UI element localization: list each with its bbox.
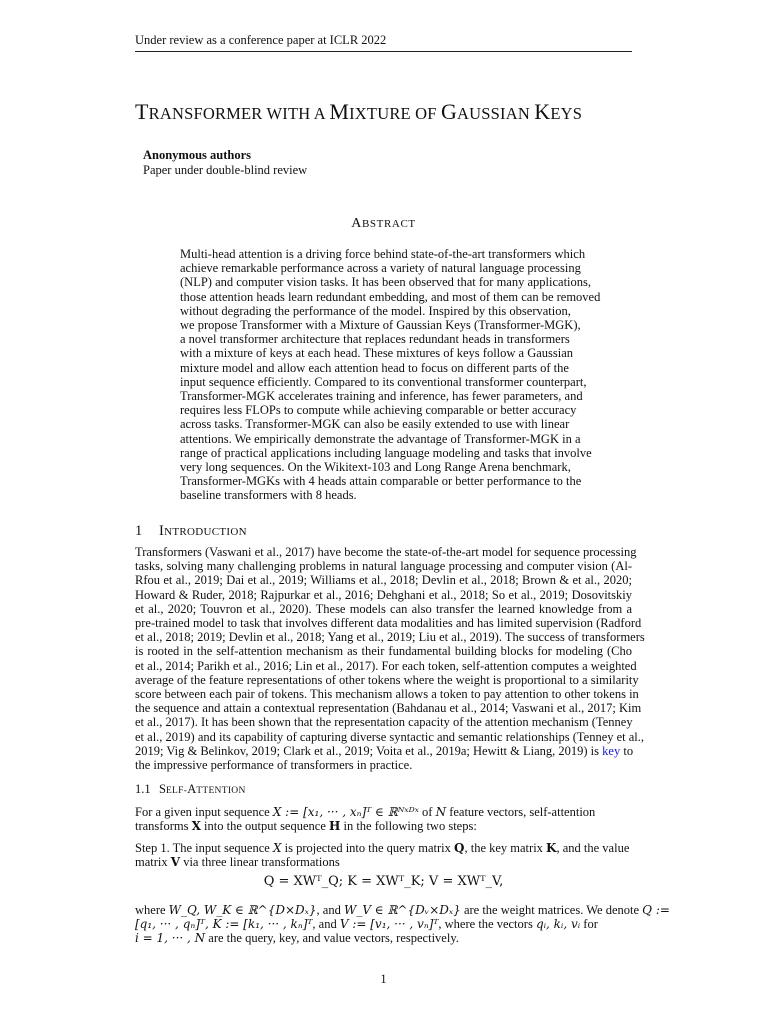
text: feature vectors, self-attention: [446, 805, 596, 819]
math-x: X: [191, 819, 201, 834]
text: are the weight matrices. We denote: [460, 903, 643, 917]
abstract-line: mixture model and allow each attention head to focus on different parts of the: [180, 360, 569, 375]
text: , and: [312, 917, 340, 932]
paragraph-line: pre-trained model to task that involves different data modalities and has limited supervision (Radford: [135, 616, 642, 631]
text: For a given input sequence: [135, 805, 273, 819]
paragraph-line: the impressive performance of transformers in practice.: [135, 758, 413, 773]
text: into the output sequence: [200, 819, 330, 834]
paragraph-line: et al., 2014; Parikh et al., 2016; Lin et al., 2017). For each token, self-attention computes a weighted: [135, 658, 637, 673]
abstract-line: without degrading the performance of the model. Inspired by this observation,: [180, 303, 571, 318]
paragraph-line: tasks, solving many challenging problems in natural language processing and computer vision (Al-: [135, 559, 632, 574]
paragraph-line: [135, 931, 632, 945]
paragraph-line: score between each pair of tokens. This mechanism allows a token to pay attention to other tokens in: [135, 687, 639, 702]
abstract-line: Multi-head attention is a driving force behind state-of-the-art transformers which: [180, 247, 586, 261]
math-q-def: Q :=: [642, 903, 670, 917]
text: in the following two steps:: [340, 819, 477, 834]
title-smallcaps: AUSSIAN: [457, 104, 535, 123]
text: , the key matrix: [464, 841, 547, 855]
paragraph-line: et al., 2018; 2019; Devlin et al., 2018; Yang et al., 2019; Liu et al., 2019). The success of transformers: [135, 630, 645, 645]
abstract-line: across tasks. Transformer-MGK can also be easily extended to use with linear: [180, 417, 570, 432]
text: , where the vectors: [438, 917, 536, 932]
title-cap: G: [440, 99, 458, 124]
abstract-line: very long sequences. On the Wikitext-103 and Long Range Arena benchmark,: [180, 460, 571, 475]
abstract-line: achieve remarkable performance across a variety of natural language processing: [180, 261, 581, 276]
paragraph-line: et al., 2019) and its capability of capturing diverse syntactic and semantic relationships (Tenney et al.,: [135, 729, 645, 744]
paragraph-line: [135, 819, 632, 833]
math-q: Q: [454, 841, 465, 855]
title-smallcaps: RANSFORMER WITH A: [148, 104, 330, 123]
heading-smallcaps: NTRODUCTION: [164, 526, 247, 538]
paragraph-line: [135, 744, 632, 758]
paragraph-line: [135, 805, 632, 819]
math-x: X: [272, 841, 282, 855]
step1-paragraph: [135, 841, 632, 869]
math-n: N: [435, 805, 447, 819]
paragraph-line: [135, 917, 632, 931]
line-text: 2019; Vig & Belinkov, 2019; Clark et al., 2019; Voita et al., 2019a; Hewitt & Liang, 2019) is: [135, 743, 603, 758]
math-vectors: qᵢ, kᵢ, vᵢ: [535, 917, 581, 932]
heading-cap: A: [351, 216, 362, 231]
abstract-line: those attention heads learn redundant embedding, and most of them can be removed: [180, 289, 601, 304]
heading-smallcaps: BSTRACT: [362, 218, 416, 230]
paragraph-line: [135, 841, 632, 855]
weights-paragraph: [135, 903, 670, 946]
paragraph-line: the sequence and attain a contextual representation (Bahdanau et al., 2014; Vaswani et al., 2017; Kim: [135, 701, 642, 716]
text: matrix: [135, 855, 171, 870]
title-cap: M: [329, 99, 350, 124]
abstract-line: with a mixture of keys at each head. These mixtures of keys follow a Gaussian: [180, 346, 574, 361]
abstract-line: (NLP) and computer vision tasks. It has been observed that for many applications,: [180, 275, 592, 290]
title-smallcaps: IXTURE OF: [349, 104, 441, 123]
paragraph-line: et al., 2017). It has been shown that the representation capacity of the attention mechanism (Tenney: [135, 715, 633, 730]
math-k: K: [546, 841, 557, 855]
heading-smallcaps: ELF-: [165, 786, 188, 796]
abstract-line: Transformer-MGK accelerates training and inference, has fewer parameters, and: [180, 389, 583, 404]
heading-smallcaps: TTENTION: [196, 786, 246, 796]
introduction-body: [135, 545, 645, 773]
paragraph-line: Rfou et al., 2019; Dai et al., 2019; Williams et al., 2018; Devlin et al., 2018; Brown & et al., 2020;: [135, 573, 632, 588]
text: , and the value: [556, 841, 630, 855]
paragraph-line: average of the feature representations of other tokens where the weight is proportional to a similarity: [135, 672, 639, 687]
heading-cap: I: [159, 523, 165, 539]
header-rule: [135, 51, 632, 52]
math-wv: W_V ∈ ℝ^{Dᵥ×Dₓ}: [343, 903, 461, 917]
page-number: 1: [380, 972, 387, 986]
subsection-number: 1.1: [135, 782, 151, 796]
abstract-line: range of practical applications including language modeling and tasks that involve: [180, 445, 592, 460]
paragraph-line: [135, 855, 632, 869]
text: of: [418, 805, 436, 819]
paragraph-line: Howard & Ruder, 2018; Rajpurkar et al., 2016; Dehghani et al., 2018; So et al., 2019; Dosovitskiy: [135, 587, 632, 602]
text: where: [135, 903, 169, 917]
math-index: i = 1, ··· , N: [135, 931, 206, 946]
title-cap: T: [135, 99, 149, 124]
math-v: V: [170, 855, 181, 870]
abstract-line: Transformer-MGKs with 4 heads attain comparable or better performance to the: [180, 474, 582, 489]
section-number: 1: [135, 523, 143, 539]
math-wq-wk: W_Q, W_K ∈ ℝ^{D×Dₓ}: [168, 903, 317, 917]
text: Step 1. The input sequence: [135, 841, 273, 855]
affiliation: Paper under double-blind review: [143, 163, 308, 177]
paragraph-line: [135, 903, 670, 917]
math-input-sequence: X := [x₁, ··· , xₙ]ᵀ ∈ ℝᴺˣᴰˣ: [272, 805, 419, 819]
text: for: [580, 917, 598, 932]
abstract-heading: [135, 216, 632, 232]
text: , and: [316, 903, 344, 917]
self-attention-paragraph: [135, 805, 632, 833]
paragraph-line: et al., 2020; Touvron et al., 2020). These models can also transfer the learned knowledge from a: [135, 601, 632, 616]
heading-cap: S: [159, 782, 166, 796]
math-q-k-def: [q₁, ··· , qₙ]ᵀ, K := [k₁, ··· , kₙ]ᵀ: [135, 917, 313, 932]
equation-qkv: Q = XWᵀ_Q; K = XWᵀ_K; V = XWᵀ_V,: [263, 874, 504, 889]
authors: Anonymous authors: [143, 148, 252, 162]
abstract-line: baseline transformers with 8 heads.: [180, 488, 357, 503]
text: are the query, key, and value vectors, respectively.: [205, 931, 459, 946]
abstract-line: attentions. We empirically demonstrate the advantage of Transformer-MGK in a: [180, 431, 581, 446]
abstract-line: requires less FLOPs to compute while achieving comparable or better accuracy: [180, 403, 577, 418]
citation-link[interactable]: key: [602, 743, 621, 758]
text: via three linear transformations: [180, 855, 340, 870]
title-cap: K: [534, 99, 551, 124]
math-v-def: V := [v₁, ··· , vₙ]ᵀ: [339, 917, 439, 932]
running-head: Under review as a conference paper at ICLR 2022: [135, 33, 387, 47]
paragraph-line: is rooted in the self-attention mechanism as their fundamental building blocks for modeling (Cho: [135, 644, 632, 659]
line-text: to: [620, 743, 634, 758]
abstract-line: we propose Transformer with a Mixture of Gaussian Keys (Transformer-MGK),: [180, 318, 581, 333]
heading-cap: A: [187, 782, 197, 796]
paragraph-line: Transformers (Vaswani et al., 2017) have become the state-of-the-art model for sequence processing: [135, 545, 637, 559]
paper-page: [135, 0, 670, 1024]
title-smallcaps: EYS: [550, 104, 583, 123]
subsection-heading-self-attention: [135, 782, 246, 797]
text: transforms: [135, 819, 192, 834]
paper-title: [135, 99, 655, 125]
section-heading-introduction: [135, 523, 247, 540]
abstract-line: a novel transformer architecture that replaces redundant heads in transformers: [180, 332, 570, 347]
abstract-body: [180, 247, 601, 503]
text: is projected into the query matrix: [281, 841, 455, 855]
abstract-line: input sequence efficiently. Compared to its conventional transformer counterpart,: [180, 374, 587, 389]
math-h: H: [329, 819, 341, 834]
